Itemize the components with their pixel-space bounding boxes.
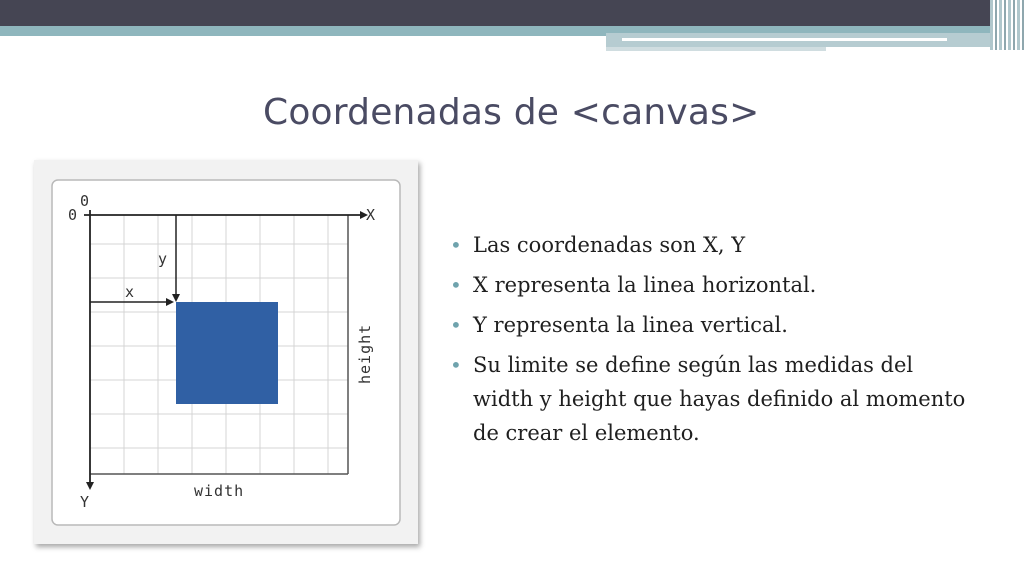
bullet-item: • Y representa la linea vertical.: [448, 308, 988, 342]
slide-title: Coordenadas de <canvas>: [263, 92, 760, 133]
diagram-svg: [34, 160, 418, 544]
canvas-coordinates-diagram: [34, 160, 418, 544]
top-highlight-line: [622, 38, 947, 41]
bullet-dot: •: [450, 313, 462, 337]
bullet-item: • Su limite se define según las medidas del width y height que hayas definido al momento de crear el elemento.: [448, 348, 988, 450]
bullet-item: • Las coordenadas son X, Y: [448, 228, 988, 262]
y-offset-label: y: [158, 250, 168, 268]
bullet-list: [448, 228, 988, 456]
width-label: width: [194, 482, 245, 500]
x-offset-label: x: [125, 283, 135, 301]
bullet-dot: •: [450, 233, 462, 257]
corner-stripes: [990, 0, 1024, 50]
y-axis-label: Y: [80, 493, 90, 511]
bullet-item: • X representa la linea horizontal.: [448, 268, 988, 302]
origin-x-label: 0: [80, 192, 90, 210]
drawn-rectangle: [176, 302, 278, 404]
origin-y-label: 0: [68, 206, 78, 224]
x-axis-label: X: [366, 206, 376, 224]
top-accent-line-thin: [606, 47, 826, 51]
top-decorative-bar: [0, 0, 1024, 26]
bullet-dot: •: [450, 273, 462, 297]
height-label: height: [356, 323, 374, 384]
bullet-dot: •: [450, 353, 462, 377]
